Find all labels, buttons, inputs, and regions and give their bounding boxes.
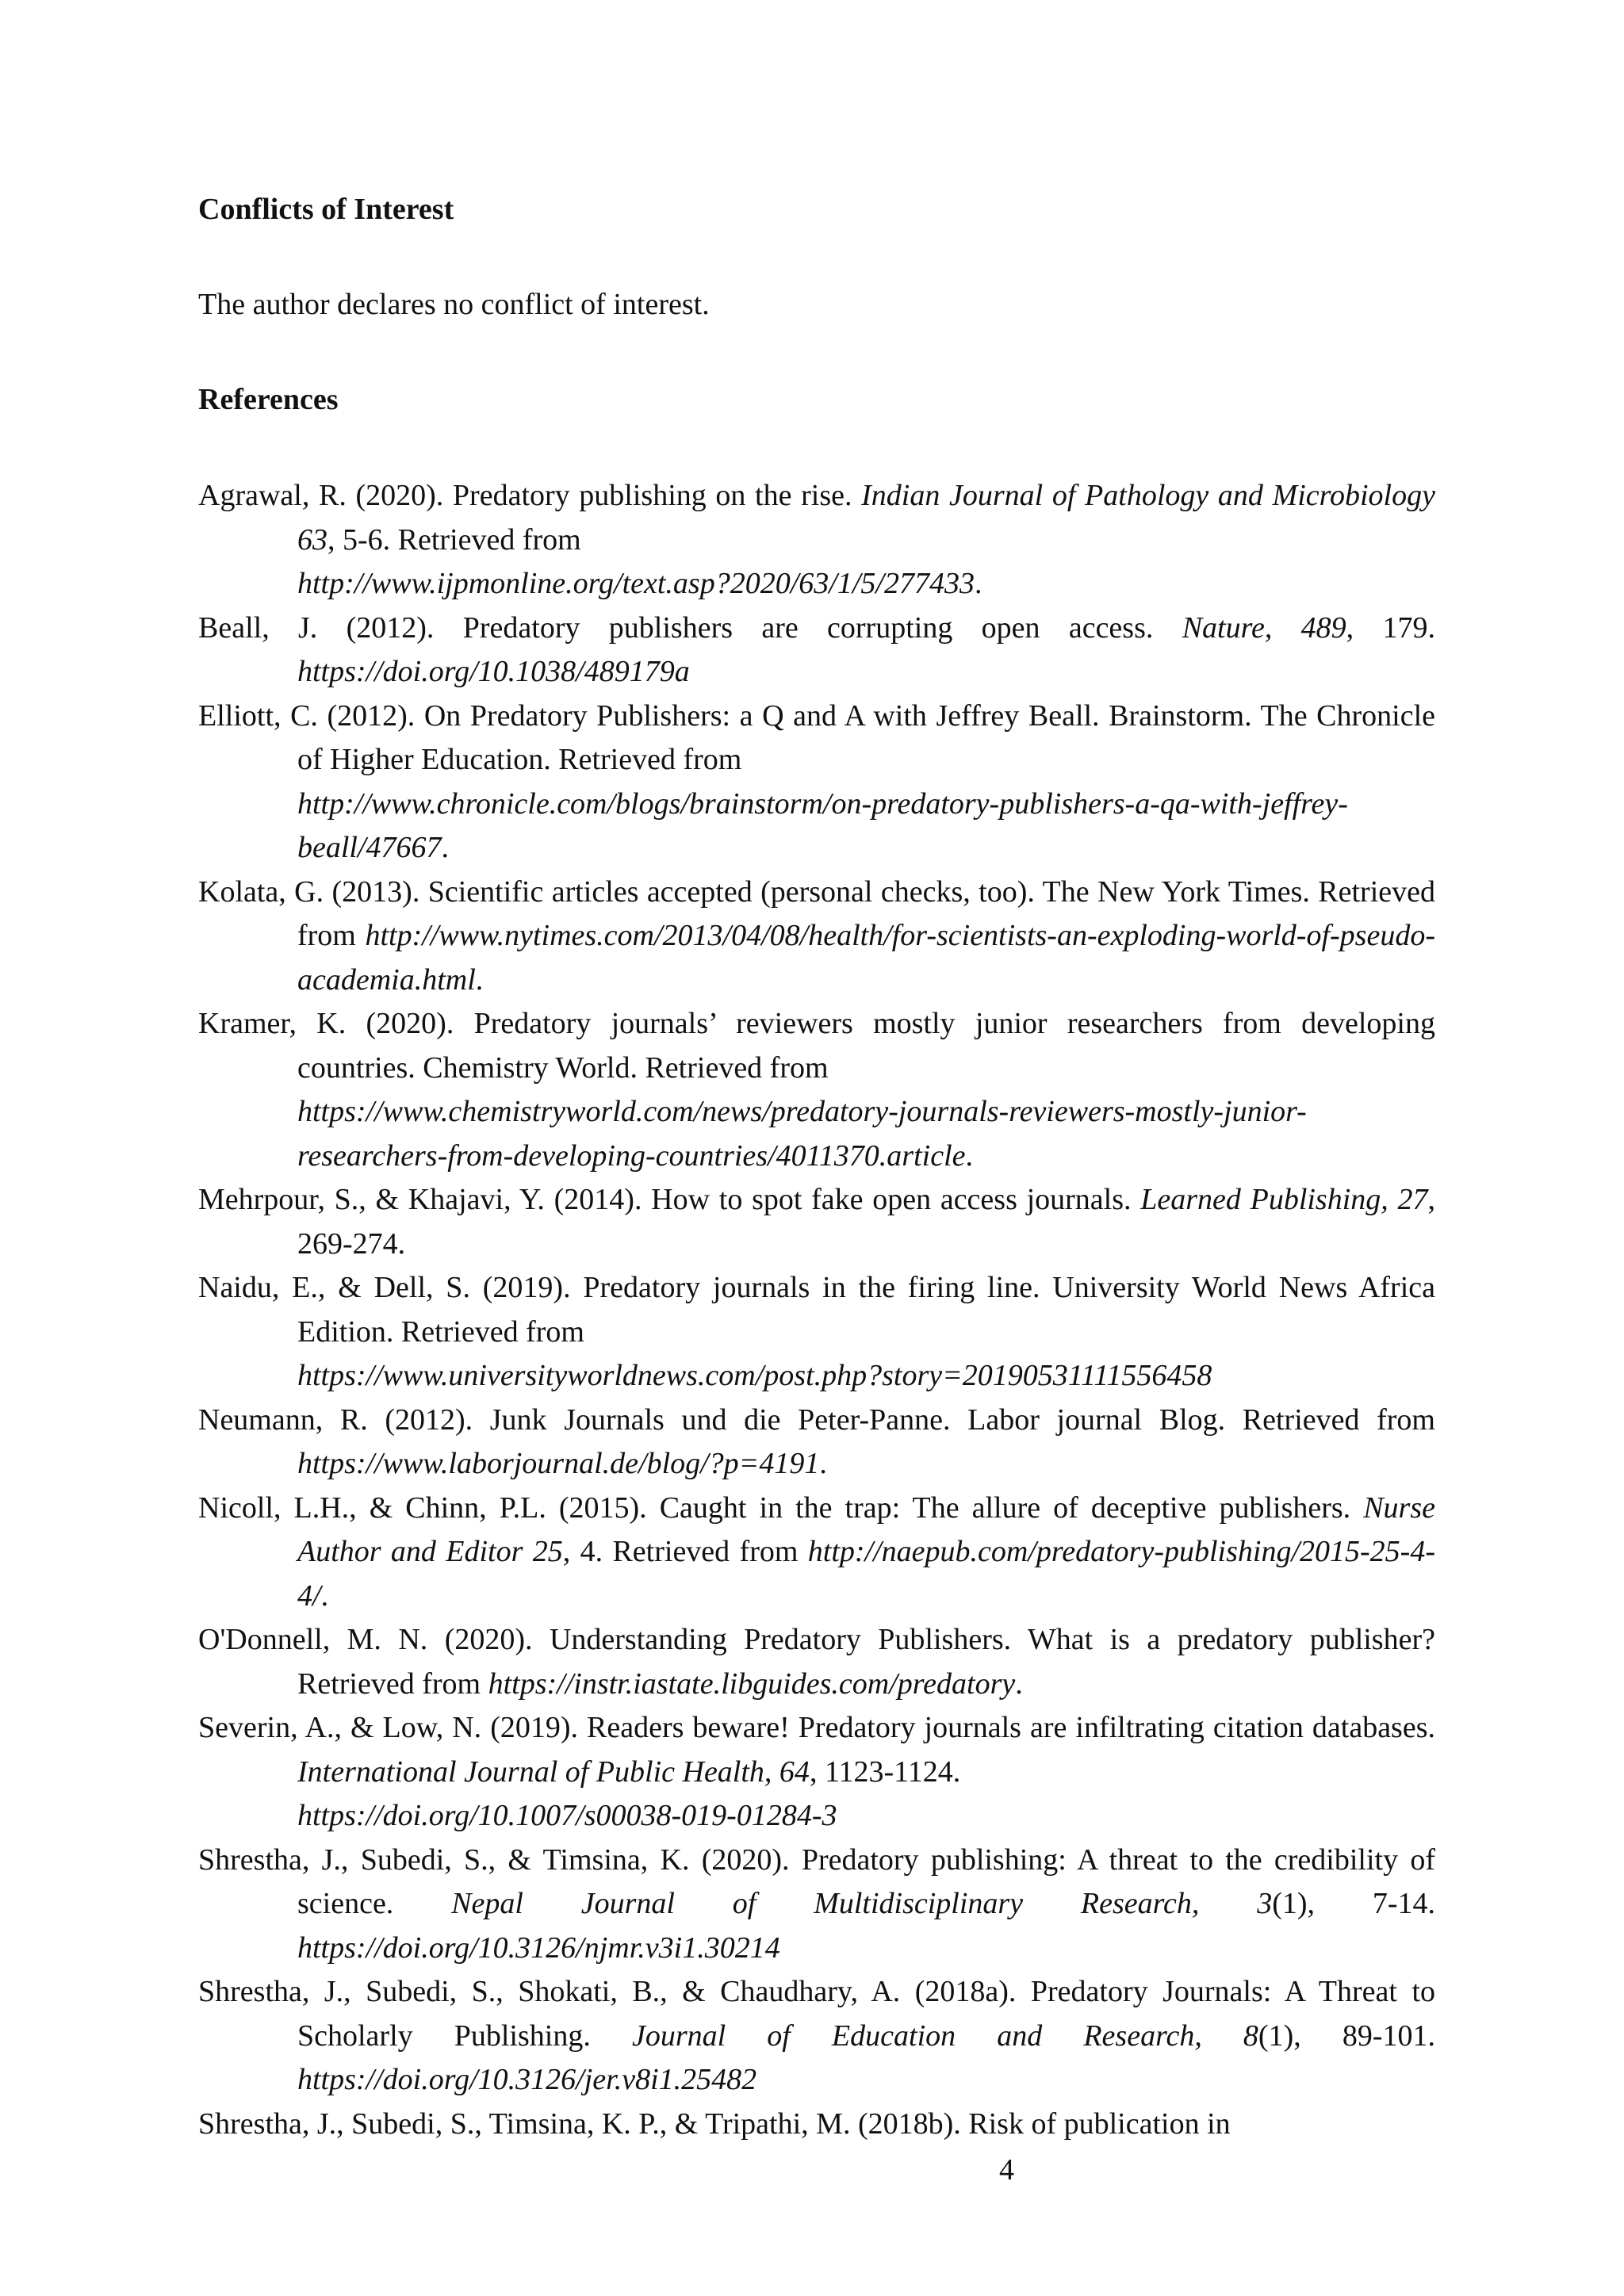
reference-text: Shrestha, J., Subedi, S., & Timsina, K. (2020). Predatory publishing: A threat to the credibility of science.: [198, 1843, 1435, 1920]
reference-text: Shrestha, J., Subedi, S., Shokati, B., & Chaudhary, A. (2018a). Predatory Journals: A Threat to Scholarly Publishing.: [198, 1975, 1435, 2053]
reference-text: Severin, A., & Low, N. (2019). Readers beware! Predatory journals are infiltrating citation databases.: [198, 1711, 1435, 1744]
reference-tail: .: [965, 1138, 973, 1173]
reference-entry: [198, 474, 1435, 607]
reference-text: O'Donnell, M. N. (2020). Understanding Predatory Publishers. What is a predatory publisher? Retrieved from: [198, 1623, 1435, 1701]
reference-list: [198, 474, 1435, 2146]
reference-text: Shrestha, J., Subedi, S., Timsina, K. P., & Tripathi, M. (2018b). Risk of publication in: [198, 2107, 1231, 2141]
reference-text: Beall, J. (2012). Predatory publishers are corrupting open access.: [198, 610, 1182, 645]
reference-entry: [198, 871, 1435, 1003]
reference-entry: [198, 1399, 1435, 1487]
reference-entry: [198, 1178, 1435, 1266]
reference-link[interactable]: https://www.universityworldnews.com/post.php?story=20190531111556458: [297, 1359, 1212, 1392]
reference-entry: [198, 1970, 1435, 2103]
reference-source: Nurse Author and Editor 25: [297, 1490, 1435, 1568]
reference-entry: [198, 1706, 1435, 1839]
reference-text: Mehrpour, S., & Khajavi, Y. (2014). How to spot fake open access journals.: [198, 1183, 1141, 1216]
conflicts-heading: Conflicts of Interest: [198, 193, 454, 226]
reference-link[interactable]: http://naepub.com/predatory-publishing/2015-25-4-4/: [297, 1535, 1435, 1613]
reference-text: Kramer, K. (2020). Predatory journals’ reviewers mostly junior researchers from developing countries. Chemistry World. Retrieved from: [198, 1007, 1435, 1085]
reference-link[interactable]: http://www.nytimes.com/2013/04/08/health/for-scientists-an-exploding-world-of-pseudo-academia.html: [297, 919, 1435, 997]
reference-source: Journal of Education and Research, 8: [631, 2019, 1258, 2053]
reference-details: , 179.: [1346, 610, 1435, 645]
reference-link[interactable]: http://www.ijpmonline.org/text.asp?2020/63/1/5/277433: [297, 567, 975, 600]
reference-source: Learned Publishing, 27: [1140, 1183, 1428, 1216]
reference-entry: [198, 2103, 1435, 2147]
reference-link[interactable]: https://instr.iastate.libguides.com/predatory: [488, 1667, 1016, 1701]
reference-source: International Journal of Public Health, 64: [297, 1755, 810, 1789]
reference-details: , 5-6. Retrieved from: [327, 522, 581, 557]
conflict-declaration: The author declares no conflict of interest.: [198, 288, 710, 321]
reference-link[interactable]: http://www.chronicle.com/blogs/brainstorm/on-predatory-publishers-a-qa-with-jeffrey-beall/47667: [297, 786, 1348, 864]
reference-details: , 4. Retrieved from: [562, 1535, 808, 1568]
reference-text: Neumann, R. (2012). Junk Journals und die Peter-Panne. Labor journal Blog. Retrieved from: [198, 1402, 1435, 1437]
reference-entry: [198, 607, 1435, 695]
reference-source: Nepal Journal of Multidisciplinary Research, 3: [451, 1887, 1273, 1920]
reference-details: (1), 89-101.: [1258, 2019, 1435, 2053]
reference-details: , 269-274.: [297, 1183, 1436, 1261]
references-heading: References: [198, 383, 339, 416]
reference-text: Naidu, E., & Dell, S. (2019). Predatory journals in the firing line. University World News Africa Edition. Retrieved from: [198, 1271, 1435, 1349]
reference-text: Nicoll, L.H., & Chinn, P.L. (2015). Caught in the trap: The allure of deceptive publishers.: [198, 1490, 1364, 1525]
reference-entry: [198, 1618, 1435, 1706]
reference-source: Nature, 489: [1182, 610, 1346, 645]
reference-tail: .: [974, 567, 982, 600]
reference-entry: [198, 695, 1435, 871]
reference-tail: .: [475, 962, 484, 997]
reference-entry: [198, 1266, 1435, 1399]
reference-link[interactable]: https://www.chemistryworld.com/news/predatory-journals-reviewers-mostly-junior-researchers-from-developing-countries/4011370.article: [297, 1095, 1307, 1173]
reference-tail: .: [819, 1447, 827, 1480]
reference-entry: [198, 1487, 1435, 1619]
page-number: 4: [999, 2153, 1014, 2187]
reference-source: Indian Journal of Pathology and Microbiology 63: [297, 479, 1435, 557]
reference-tail: .: [320, 1578, 329, 1613]
reference-details: , 1123-1124.: [809, 1755, 961, 1789]
reference-entry: [198, 1839, 1435, 1971]
reference-text: Kolata, G. (2013). Scientific articles accepted (personal checks, too). The New York Times. Retrieved from: [198, 874, 1435, 952]
reference-tail: .: [1015, 1667, 1023, 1701]
reference-details: (1), 7-14.: [1272, 1887, 1435, 1920]
reference-link[interactable]: https://doi.org/10.3126/njmr.v3i1.30214: [297, 1931, 780, 1965]
reference-tail: .: [441, 831, 450, 864]
reference-link[interactable]: https://doi.org/10.1007/s00038-019-01284-3: [297, 1799, 837, 1832]
reference-link[interactable]: https://doi.org/10.1038/489179a: [297, 655, 690, 688]
reference-entry: [198, 1002, 1435, 1178]
reference-text: Elliott, C. (2012). On Predatory Publishers: a Q and A with Jeffrey Beall. Brainstorm. The Chronicle of Higher Education. Retrieved from: [198, 698, 1435, 776]
reference-link[interactable]: https://doi.org/10.3126/jer.v8i1.25482: [297, 2063, 757, 2096]
reference-text: Agrawal, R. (2020). Predatory publishing on the rise.: [198, 479, 862, 512]
reference-link[interactable]: https://www.laborjournal.de/blog/?p=4191: [297, 1447, 820, 1480]
